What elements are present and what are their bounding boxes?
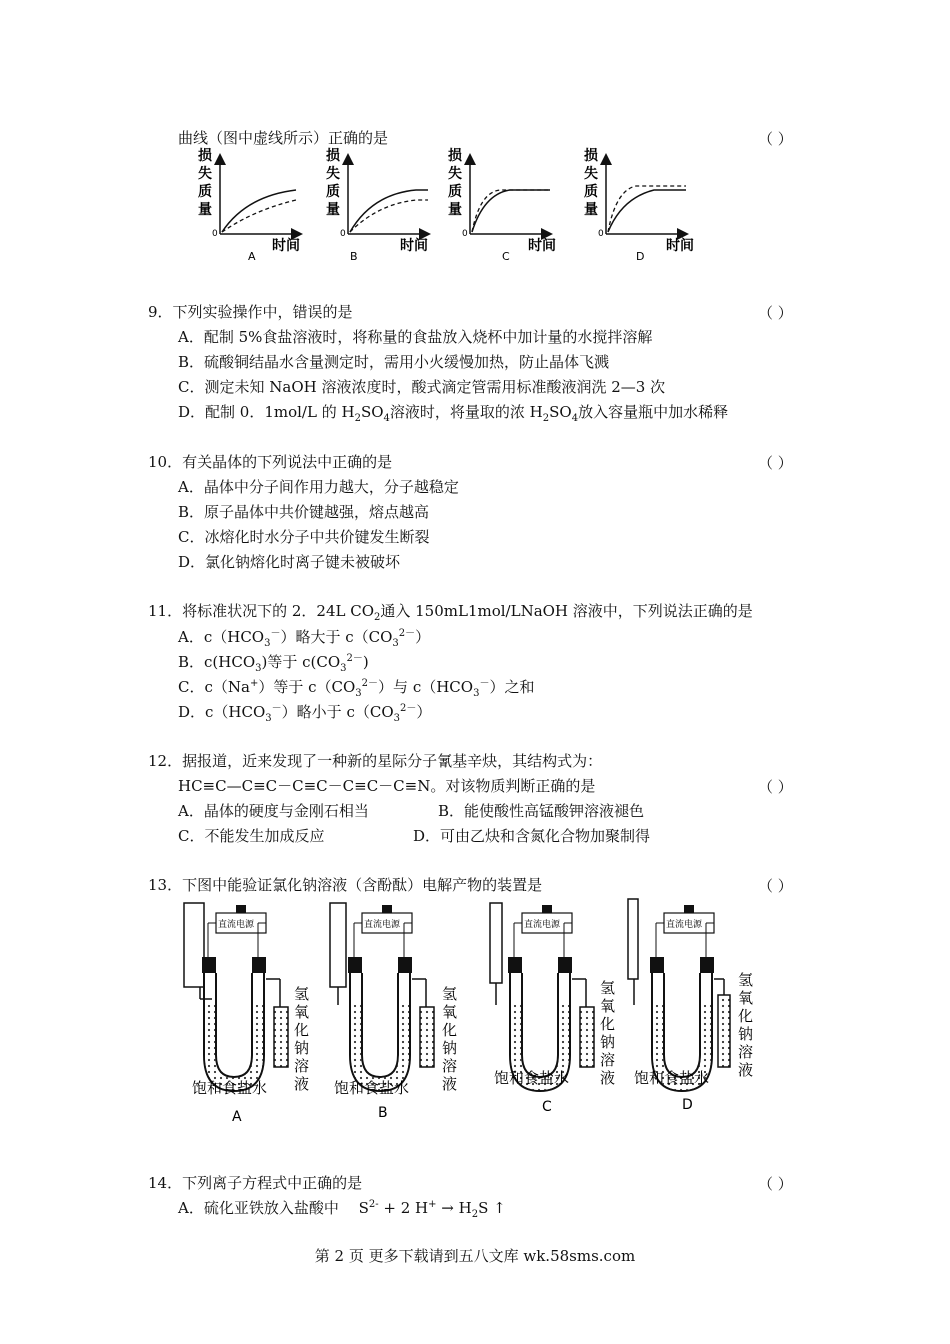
svg-text:时间: 时间 [400, 238, 428, 254]
svg-text:溶: 溶 [294, 1057, 310, 1075]
graph-c [448, 147, 556, 263]
svg-text:D: D [636, 250, 645, 263]
svg-text:失: 失 [198, 166, 212, 182]
svg-text:液: 液 [442, 1075, 458, 1093]
svg-text:化: 化 [294, 1021, 310, 1039]
q11-stem: 11．将标准状况下的 2．24L $CO_2$通入 150mL1mol/LNaOH 溶液中，下列说法正确的是 [148, 602, 753, 623]
svg-text:钠: 钠 [600, 1033, 616, 1051]
q12-option-b: B．能使酸性高锰酸钾溶液褪色 [438, 802, 645, 820]
svg-text:钠: 钠 [442, 1039, 458, 1057]
apparatus-a [184, 903, 309, 1125]
q9-option-c: C．测定未知 NaOH 溶液浓度时，酸式滴定管需用标准酸液润洗 2—3 次 [178, 378, 666, 396]
svg-text:量: 量 [448, 202, 462, 218]
svg-text:损: 损 [326, 148, 340, 164]
svg-text:C: C [502, 250, 510, 263]
svg-text:饱和食盐水: 饱和食盐水 [334, 1079, 410, 1097]
svg-text:时间: 时间 [528, 238, 556, 254]
svg-text:氢: 氢 [294, 985, 310, 1003]
svg-text:B: B [378, 1105, 388, 1121]
q10-option-d: D．氯化钠熔化时离子键未被破坏 [178, 553, 401, 571]
svg-text:氢: 氢 [600, 979, 616, 997]
q11-option-c: C．c（Na+）等于 $c(CO_3^{2-})$与 $c(HCO_3^-)$之和 [178, 678, 535, 699]
svg-text:化: 化 [600, 1015, 616, 1033]
svg-text:钠: 钠 [294, 1039, 310, 1057]
svg-text:液: 液 [294, 1075, 310, 1093]
svg-text:质: 质 [448, 184, 462, 200]
q10-bracket: （ ） [758, 454, 793, 472]
svg-text:A: A [232, 1109, 242, 1125]
svg-text:直流电源: 直流电源 [524, 920, 561, 930]
q13-electrolysis-figure [176, 895, 766, 1125]
q9-option-b: B．硫酸铜结晶水含量测定时，需用小火缓慢加热，防止晶体飞溅 [178, 353, 610, 371]
apparatus-c [490, 903, 615, 1115]
q9-option-d: D．配制 0．1mol/L 的 $H_2SO_4$溶液时，将量取的浓 $H_2SO_4$放入容量瓶中加水稀释 [178, 403, 729, 424]
svg-text:量: 量 [198, 202, 212, 218]
q10-option-c: C．冰熔化时水分子中共价键发生断裂 [178, 528, 430, 546]
q10-option-a: A．晶体中分子间作用力越大，分子越稳定 [178, 478, 459, 496]
graph-d [584, 147, 694, 263]
svg-text:量: 量 [584, 202, 598, 218]
svg-text:化: 化 [442, 1021, 458, 1039]
q14-bracket: （ ） [758, 1175, 793, 1193]
svg-text:直流电源: 直流电源 [218, 920, 255, 930]
svg-text:B: B [350, 250, 358, 263]
svg-text:损: 损 [584, 148, 598, 164]
svg-text:损: 损 [198, 148, 212, 164]
graph-b [326, 147, 428, 263]
svg-text:质: 质 [198, 184, 212, 200]
svg-text:液: 液 [738, 1061, 754, 1079]
svg-text:氧: 氧 [442, 1003, 458, 1021]
q10-option-b: B．原子晶体中共价键越强，熔点越高 [178, 503, 430, 521]
svg-text:溶: 溶 [600, 1051, 616, 1069]
svg-text:氢: 氢 [738, 971, 754, 989]
q12-formula: HC≡C—C≡C－C≡C－C≡C－C≡N。对该物质判断正确的是 [178, 777, 596, 795]
svg-text:氧: 氧 [600, 997, 616, 1015]
apparatus-b [330, 903, 457, 1121]
q11-option-b: B．$c(HCO_3)$等于 $c(CO_3^{2-})$ [178, 653, 369, 674]
svg-text:0: 0 [462, 229, 468, 239]
q14-option-a: A．硫化亚铁放入盐酸中 $S^{2-} + 2$ $H^+ \to H_2S$ ↑ [178, 1199, 506, 1220]
svg-text:A: A [248, 250, 256, 263]
svg-text:氢: 氢 [442, 985, 458, 1003]
svg-text:C: C [542, 1099, 552, 1115]
svg-text:氧: 氧 [738, 989, 754, 1007]
q9-stem: 9．下列实验操作中，错误的是 [148, 303, 353, 321]
svg-text:化: 化 [738, 1007, 754, 1025]
svg-text:质: 质 [584, 184, 598, 200]
q13-bracket: （ ） [758, 877, 793, 895]
svg-text:直流电源: 直流电源 [364, 920, 401, 930]
q12-option-c: C．不能发生加成反应 [178, 827, 325, 845]
svg-text:失: 失 [326, 166, 340, 182]
svg-text:损: 损 [448, 148, 462, 164]
svg-text:饱和食盐水: 饱和食盐水 [192, 1079, 268, 1097]
graph-a [198, 147, 300, 263]
svg-text:D: D [682, 1097, 693, 1113]
q14-stem: 14．下列离子方程式中正确的是 [148, 1174, 363, 1192]
q13-stem: 13．下图中能验证氯化钠溶液（含酚酞）电解产物的装置是 [148, 876, 543, 894]
svg-text:量: 量 [326, 202, 340, 218]
svg-text:溶: 溶 [442, 1057, 458, 1075]
q9-option-a: A．配制 5%食盐溶液时，将称量的食盐放入烧杯中加计量的水搅拌溶解 [178, 328, 653, 346]
svg-text:饱和食盐水: 饱和食盐水 [634, 1069, 710, 1087]
svg-text:0: 0 [598, 229, 604, 239]
svg-text:时间: 时间 [272, 238, 300, 254]
svg-text:失: 失 [584, 166, 598, 182]
svg-text:质: 质 [326, 184, 340, 200]
svg-text:失: 失 [448, 166, 462, 182]
q8-stem: 曲线（图中虚线所示）正确的是 [178, 129, 389, 147]
q11-option-d: D．$c(HCO_3^-)$略小于 $c(CO_3^{2-})$ [178, 703, 432, 724]
svg-text:钠: 钠 [738, 1025, 754, 1043]
q12-stem: 12．据报道，近来发现了一种新的星际分子氰基辛炔，其结构式为： [148, 752, 603, 770]
svg-text:氧: 氧 [294, 1003, 310, 1021]
q9-bracket: （ ） [758, 304, 793, 322]
q12-bracket: （ ） [758, 778, 793, 796]
q12-option-d: D．可由乙炔和含氮化合物加聚制得 [413, 827, 651, 845]
svg-text:饱和食盐水: 饱和食盐水 [494, 1069, 570, 1087]
svg-text:液: 液 [600, 1069, 616, 1087]
svg-text:时间: 时间 [666, 238, 694, 254]
q8-bracket: （ ） [758, 130, 793, 148]
q10-stem: 10．有关晶体的下列说法中正确的是 [148, 453, 393, 471]
page-footer: 第 2 页 更多下载请到五八文库 wk.58sms.com [314, 1247, 636, 1265]
svg-text:直流电源: 直流电源 [666, 920, 703, 930]
svg-text:0: 0 [212, 229, 218, 239]
q12-option-a: A．晶体的硬度与金刚石相当 [178, 802, 369, 820]
q11-option-a: A．$c(HCO_3^-)$略大于 $c(CO_3^{2-})$ [178, 628, 431, 649]
apparatus-d [628, 899, 753, 1113]
svg-text:0: 0 [340, 229, 346, 239]
q8-graphs-figure [188, 146, 708, 266]
svg-text:溶: 溶 [738, 1043, 754, 1061]
